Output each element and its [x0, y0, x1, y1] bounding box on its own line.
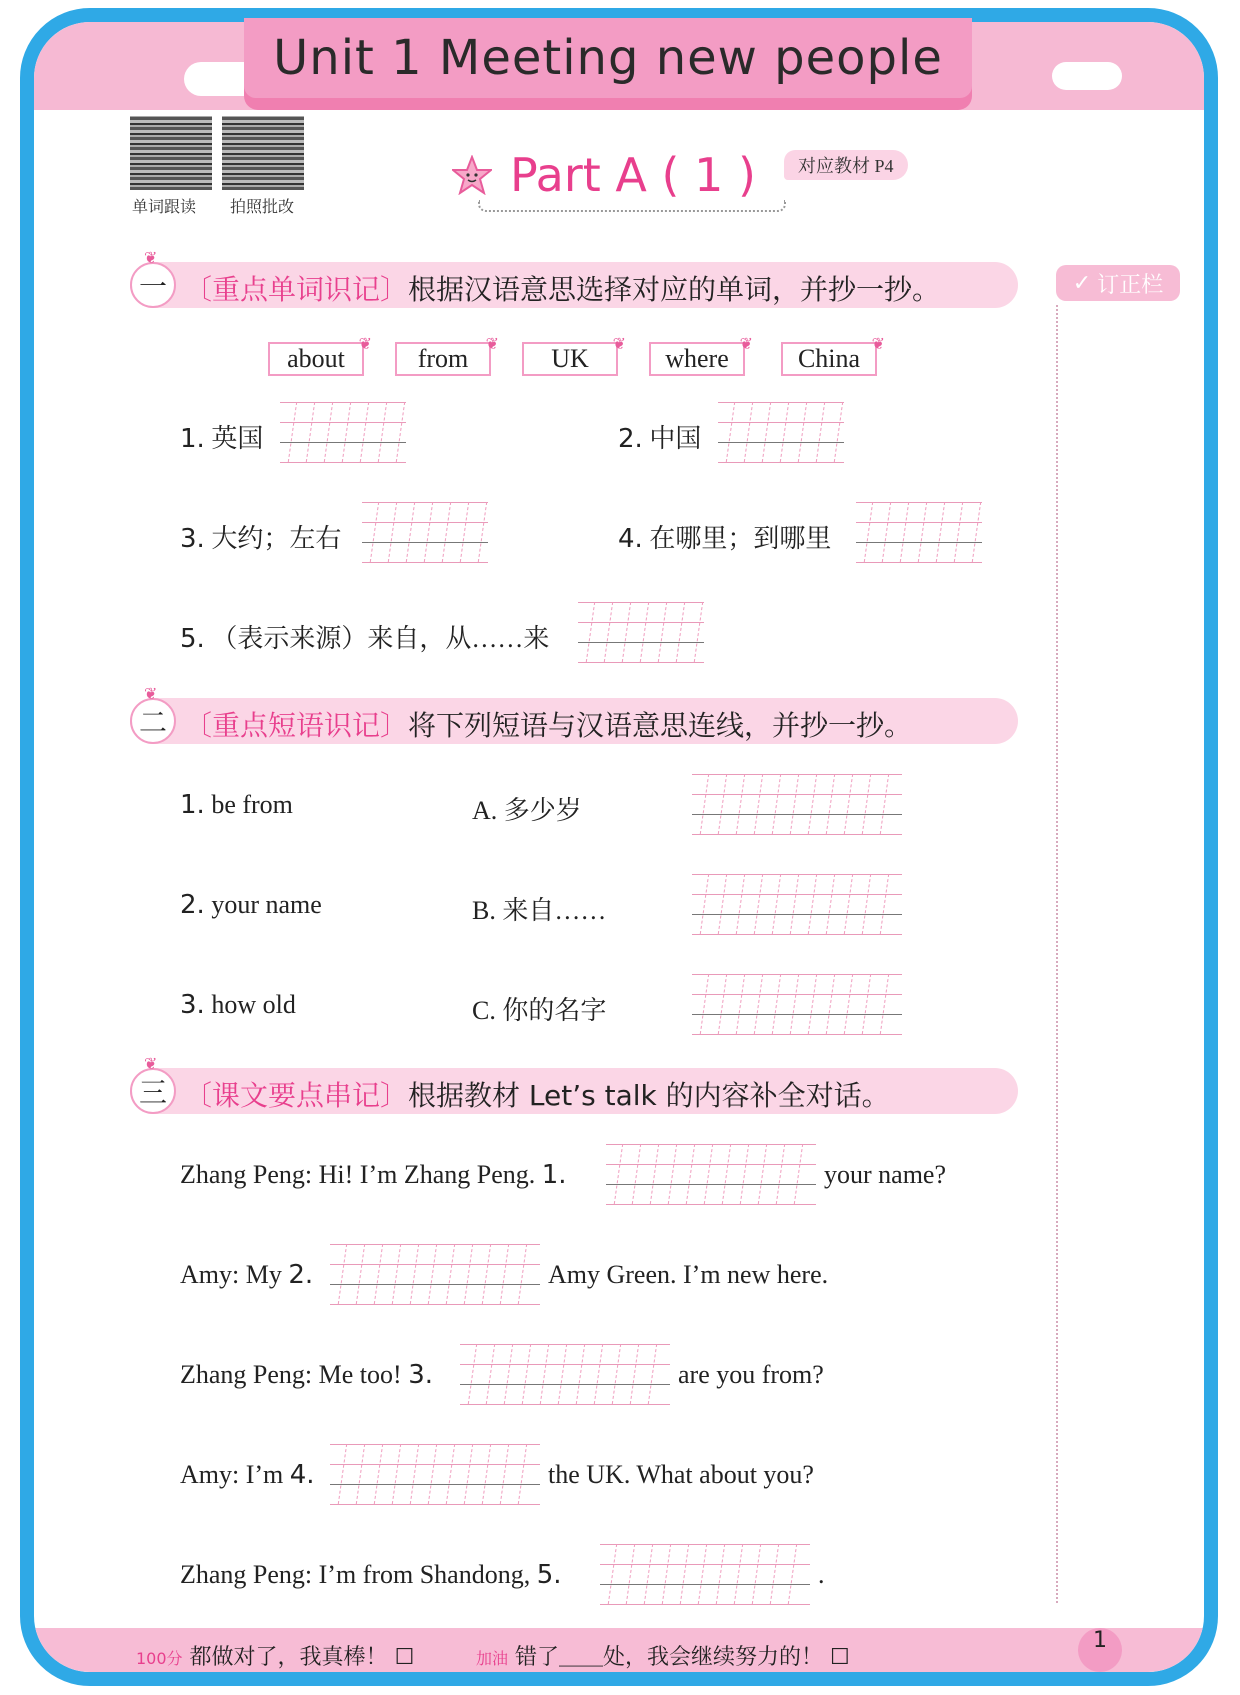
grid-slant	[644, 1544, 653, 1604]
grid-line	[718, 422, 844, 423]
page-frame	[20, 8, 1218, 1686]
grid-slant	[882, 502, 891, 562]
answer-writing-grid[interactable]	[606, 1144, 816, 1204]
grid-slant	[722, 1144, 731, 1204]
grid-slant	[754, 974, 763, 1034]
footer-self-check: 加油 错了＿＿处，我会继续努力的！ ☐	[476, 1645, 850, 1670]
grid-slant	[604, 602, 613, 662]
grid-slant	[776, 1144, 785, 1204]
answer-writing-grid[interactable]	[856, 502, 982, 562]
section-2-instruction: 〔重点短语识记〕将下列短语与汉语意思连线，并抄一抄。	[184, 709, 913, 742]
grid-slant	[972, 502, 981, 562]
section-2-number: 二	[130, 698, 176, 744]
grid-slant	[834, 402, 843, 462]
dialogue-line-after: .	[818, 1560, 825, 1589]
grid-slant	[754, 774, 763, 834]
grid-slant	[518, 1244, 527, 1304]
grid-line	[578, 622, 704, 623]
grid-slant	[374, 1244, 383, 1304]
grid-slant	[648, 1344, 657, 1404]
grid-slant	[752, 1544, 761, 1604]
meaning-item: A. 多少岁	[472, 796, 582, 825]
correction-column-header	[1056, 265, 1180, 301]
grid-slant	[594, 1344, 603, 1404]
grid-slant	[798, 402, 807, 462]
meaning-item: C. 你的名字	[472, 996, 607, 1025]
grid-line	[330, 1504, 540, 1505]
grid-line	[600, 1604, 810, 1605]
grid-slant	[410, 1244, 419, 1304]
grid-slant	[626, 1544, 635, 1604]
word-box: where ❦	[649, 342, 745, 376]
sprout-icon: ❦	[871, 336, 885, 353]
grid-slant	[754, 874, 763, 934]
grid-slant	[826, 974, 835, 1034]
answer-writing-grid[interactable]	[692, 874, 902, 934]
grid-slant	[864, 502, 873, 562]
grid-slant	[770, 1544, 779, 1604]
grid-slant	[680, 1544, 689, 1604]
grid-slant	[614, 1144, 623, 1204]
phrase-item: 2. your name	[180, 890, 322, 920]
grid-slant	[478, 502, 487, 562]
grid-line	[692, 1014, 902, 1015]
grid-slant	[442, 502, 451, 562]
grid-slant	[658, 602, 667, 662]
grid-slant	[396, 402, 405, 462]
grid-slant	[880, 974, 889, 1034]
grid-slant	[360, 402, 369, 462]
answer-writing-grid[interactable]	[280, 402, 406, 462]
grid-line	[856, 522, 982, 523]
dialogue-line-after: the UK. What about you?	[548, 1460, 814, 1489]
grid-line	[280, 442, 406, 443]
grid-slant	[576, 1344, 585, 1404]
grid-line	[718, 442, 844, 443]
grid-slant	[772, 974, 781, 1034]
grid-slant	[338, 1244, 347, 1304]
grid-slant	[668, 1144, 677, 1204]
sprout-icon: ❦	[358, 336, 372, 353]
grid-slant	[772, 774, 781, 834]
grid-slant	[736, 974, 745, 1034]
grid-slant	[826, 874, 835, 934]
grid-slant	[676, 602, 685, 662]
grid-slant	[446, 1244, 455, 1304]
grid-slant	[862, 774, 871, 834]
word-box: about ❦	[268, 342, 364, 376]
unit-title-tab	[244, 18, 972, 98]
grid-slant	[482, 1244, 491, 1304]
grid-slant	[410, 1444, 419, 1504]
grid-slant	[392, 1244, 401, 1304]
star-icon	[452, 155, 492, 195]
grid-slant	[650, 1144, 659, 1204]
grid-line	[362, 562, 488, 563]
grid-slant	[726, 402, 735, 462]
sprout-icon: ❦	[144, 1056, 158, 1073]
dialogue-line-before: Amy: I’m 4.	[180, 1460, 315, 1490]
grid-slant	[486, 1344, 495, 1404]
grid-line	[606, 1204, 816, 1205]
sprout-icon: ❦	[612, 336, 626, 353]
grid-slant	[612, 1344, 621, 1404]
grid-line	[362, 522, 488, 523]
question: 3. 大约；左右	[180, 524, 342, 554]
grid-slant	[446, 1444, 455, 1504]
dialogue-line-after: your name?	[824, 1160, 947, 1189]
grid-line	[606, 1184, 816, 1185]
grid-slant	[356, 1444, 365, 1504]
grid-line	[460, 1384, 670, 1385]
dialogue-line-before: Zhang Peng: Hi! I’m Zhang Peng. 1.	[180, 1160, 567, 1190]
grid-slant	[772, 874, 781, 934]
grid-line	[578, 662, 704, 663]
grid-slant	[736, 874, 745, 934]
grid-slant	[936, 502, 945, 562]
grid-line	[330, 1484, 540, 1485]
grid-slant	[780, 402, 789, 462]
grid-slant	[844, 774, 853, 834]
grid-line	[692, 914, 902, 915]
sprout-icon: ❦	[144, 686, 158, 703]
grid-slant	[808, 874, 817, 934]
qr-label: 单词跟读	[132, 197, 197, 216]
grid-slant	[918, 502, 927, 562]
correction-label: 订正栏	[1097, 272, 1164, 298]
grid-slant	[718, 974, 727, 1034]
grid-slant	[640, 602, 649, 662]
grid-line	[856, 562, 982, 563]
section-1-number: 一	[130, 262, 176, 308]
page-number: 1	[1078, 1628, 1122, 1672]
grid-slant	[306, 402, 315, 462]
footer-self-check: 100分 都做对了，我真棒！ ☐	[136, 1645, 415, 1670]
dialogue-line-before: Zhang Peng: I’m from Shandong, 5.	[180, 1560, 562, 1590]
correction-column-divider	[1056, 305, 1058, 1603]
grid-slant	[662, 1544, 671, 1604]
section-1-instruction: 〔重点单词识记〕根据汉语意思选择对应的单词，并抄一抄。	[184, 273, 941, 306]
grid-slant	[880, 774, 889, 834]
grid-slant	[342, 402, 351, 462]
answer-writing-grid[interactable]	[330, 1244, 540, 1304]
check-icon: ✓	[1072, 270, 1092, 296]
grid-slant	[808, 774, 817, 834]
grid-slant	[744, 402, 753, 462]
sprout-icon: ❦	[739, 336, 753, 353]
grid-slant	[794, 1144, 803, 1204]
grid-slant	[460, 502, 469, 562]
grid-slant	[790, 774, 799, 834]
dialogue-line-before: Amy: My 2.	[180, 1260, 314, 1290]
grid-slant	[700, 774, 709, 834]
grid-slant	[686, 1144, 695, 1204]
grid-slant	[586, 602, 595, 662]
dialogue-line-before: Zhang Peng: Me too! 3.	[180, 1360, 433, 1390]
answer-writing-grid[interactable]	[330, 1444, 540, 1504]
sprout-icon: ❦	[485, 336, 499, 353]
section-3-number: 三	[130, 1068, 176, 1114]
answer-writing-grid[interactable]	[692, 774, 902, 834]
grid-slant	[862, 874, 871, 934]
grid-slant	[482, 1444, 491, 1504]
grid-slant	[558, 1344, 567, 1404]
grid-line	[692, 814, 902, 815]
grid-slant	[406, 502, 415, 562]
word-box: China ❦	[781, 342, 877, 376]
grid-slant	[816, 402, 825, 462]
question: 2. 中国	[618, 424, 702, 454]
grid-slant	[370, 502, 379, 562]
grid-slant	[608, 1544, 617, 1604]
grid-slant	[500, 1244, 509, 1304]
checkbox[interactable]: ☐	[394, 1645, 415, 1670]
grid-line	[692, 834, 902, 835]
grid-slant	[790, 974, 799, 1034]
unit-title: Unit 1 Meeting new people	[273, 30, 943, 86]
grid-line	[856, 542, 982, 543]
answer-writing-grid[interactable]	[578, 602, 704, 662]
part-underline	[478, 200, 786, 212]
grid-slant	[826, 774, 835, 834]
grid-line	[280, 422, 406, 423]
grid-line	[578, 642, 704, 643]
phrase-item: 1. be from	[180, 790, 293, 820]
qr-code-word-reading[interactable]	[130, 116, 212, 190]
section-3-instruction: 〔课文要点串记〕根据教材 Let’s talk 的内容补全对话。	[184, 1079, 890, 1112]
grid-slant	[500, 1444, 509, 1504]
grid-slant	[734, 1544, 743, 1604]
grid-slant	[880, 874, 889, 934]
grid-slant	[698, 1544, 707, 1604]
grid-slant	[424, 502, 433, 562]
grid-line	[718, 462, 844, 463]
grid-slant	[954, 502, 963, 562]
grid-slant	[844, 974, 853, 1034]
grid-slant	[518, 1444, 527, 1504]
grid-slant	[694, 602, 703, 662]
checkbox[interactable]: ☐	[830, 1645, 850, 1670]
grid-slant	[844, 874, 853, 934]
grid-slant	[388, 502, 397, 562]
grid-line	[692, 1034, 902, 1035]
qr-code-photo-grading[interactable]	[222, 116, 304, 190]
answer-writing-grid[interactable]	[460, 1344, 670, 1404]
meaning-item: B. 来自……	[472, 896, 607, 925]
grid-line	[600, 1584, 810, 1585]
grid-slant	[700, 874, 709, 934]
grid-slant	[788, 1544, 797, 1604]
grid-slant	[862, 974, 871, 1034]
grid-slant	[790, 874, 799, 934]
word-box: UK ❦	[522, 342, 618, 376]
qr-label: 拍照批改	[230, 197, 295, 216]
answer-writing-grid[interactable]	[692, 974, 902, 1034]
answer-writing-grid[interactable]	[718, 402, 844, 462]
question: 5. （表示来源）来自，从……来	[180, 624, 550, 654]
grid-slant	[504, 1344, 513, 1404]
grid-line	[330, 1304, 540, 1305]
grid-slant	[324, 402, 333, 462]
grid-slant	[468, 1344, 477, 1404]
grid-slant	[716, 1544, 725, 1604]
part-title: Part A ( 1 )	[510, 148, 756, 202]
grid-slant	[428, 1244, 437, 1304]
grid-line	[362, 542, 488, 543]
grid-line	[692, 934, 902, 935]
grid-slant	[762, 402, 771, 462]
grid-slant	[378, 402, 387, 462]
grid-slant	[758, 1144, 767, 1204]
textbook-reference: 对应教材 P4	[784, 150, 908, 180]
grid-slant	[288, 402, 297, 462]
question: 4. 在哪里；到哪里	[618, 524, 832, 554]
dialogue-line-after: Amy Green. I’m new here.	[548, 1260, 829, 1289]
grid-slant	[428, 1444, 437, 1504]
grid-slant	[632, 1144, 641, 1204]
dialogue-line-after: are you from?	[678, 1360, 824, 1389]
grid-slant	[718, 874, 727, 934]
grid-slant	[808, 974, 817, 1034]
grid-line	[280, 462, 406, 463]
grid-line	[330, 1284, 540, 1285]
question: 1. 英国	[180, 424, 264, 454]
grid-slant	[736, 774, 745, 834]
grid-slant	[374, 1444, 383, 1504]
cloud-decoration	[1052, 62, 1122, 90]
grid-slant	[522, 1344, 531, 1404]
sprout-icon: ❦	[144, 250, 158, 267]
phrase-item: 3. how old	[180, 990, 296, 1020]
grid-slant	[392, 1444, 401, 1504]
grid-slant	[900, 502, 909, 562]
grid-slant	[540, 1344, 549, 1404]
answer-writing-grid[interactable]	[600, 1544, 810, 1604]
grid-slant	[630, 1344, 639, 1404]
grid-slant	[464, 1244, 473, 1304]
grid-line	[460, 1404, 670, 1405]
grid-slant	[338, 1444, 347, 1504]
grid-slant	[622, 602, 631, 662]
word-box: from ❦	[395, 342, 491, 376]
grid-slant	[740, 1144, 749, 1204]
answer-writing-grid[interactable]	[362, 502, 488, 562]
grid-slant	[464, 1444, 473, 1504]
grid-slant	[356, 1244, 365, 1304]
grid-slant	[704, 1144, 713, 1204]
grid-slant	[718, 774, 727, 834]
grid-slant	[700, 974, 709, 1034]
